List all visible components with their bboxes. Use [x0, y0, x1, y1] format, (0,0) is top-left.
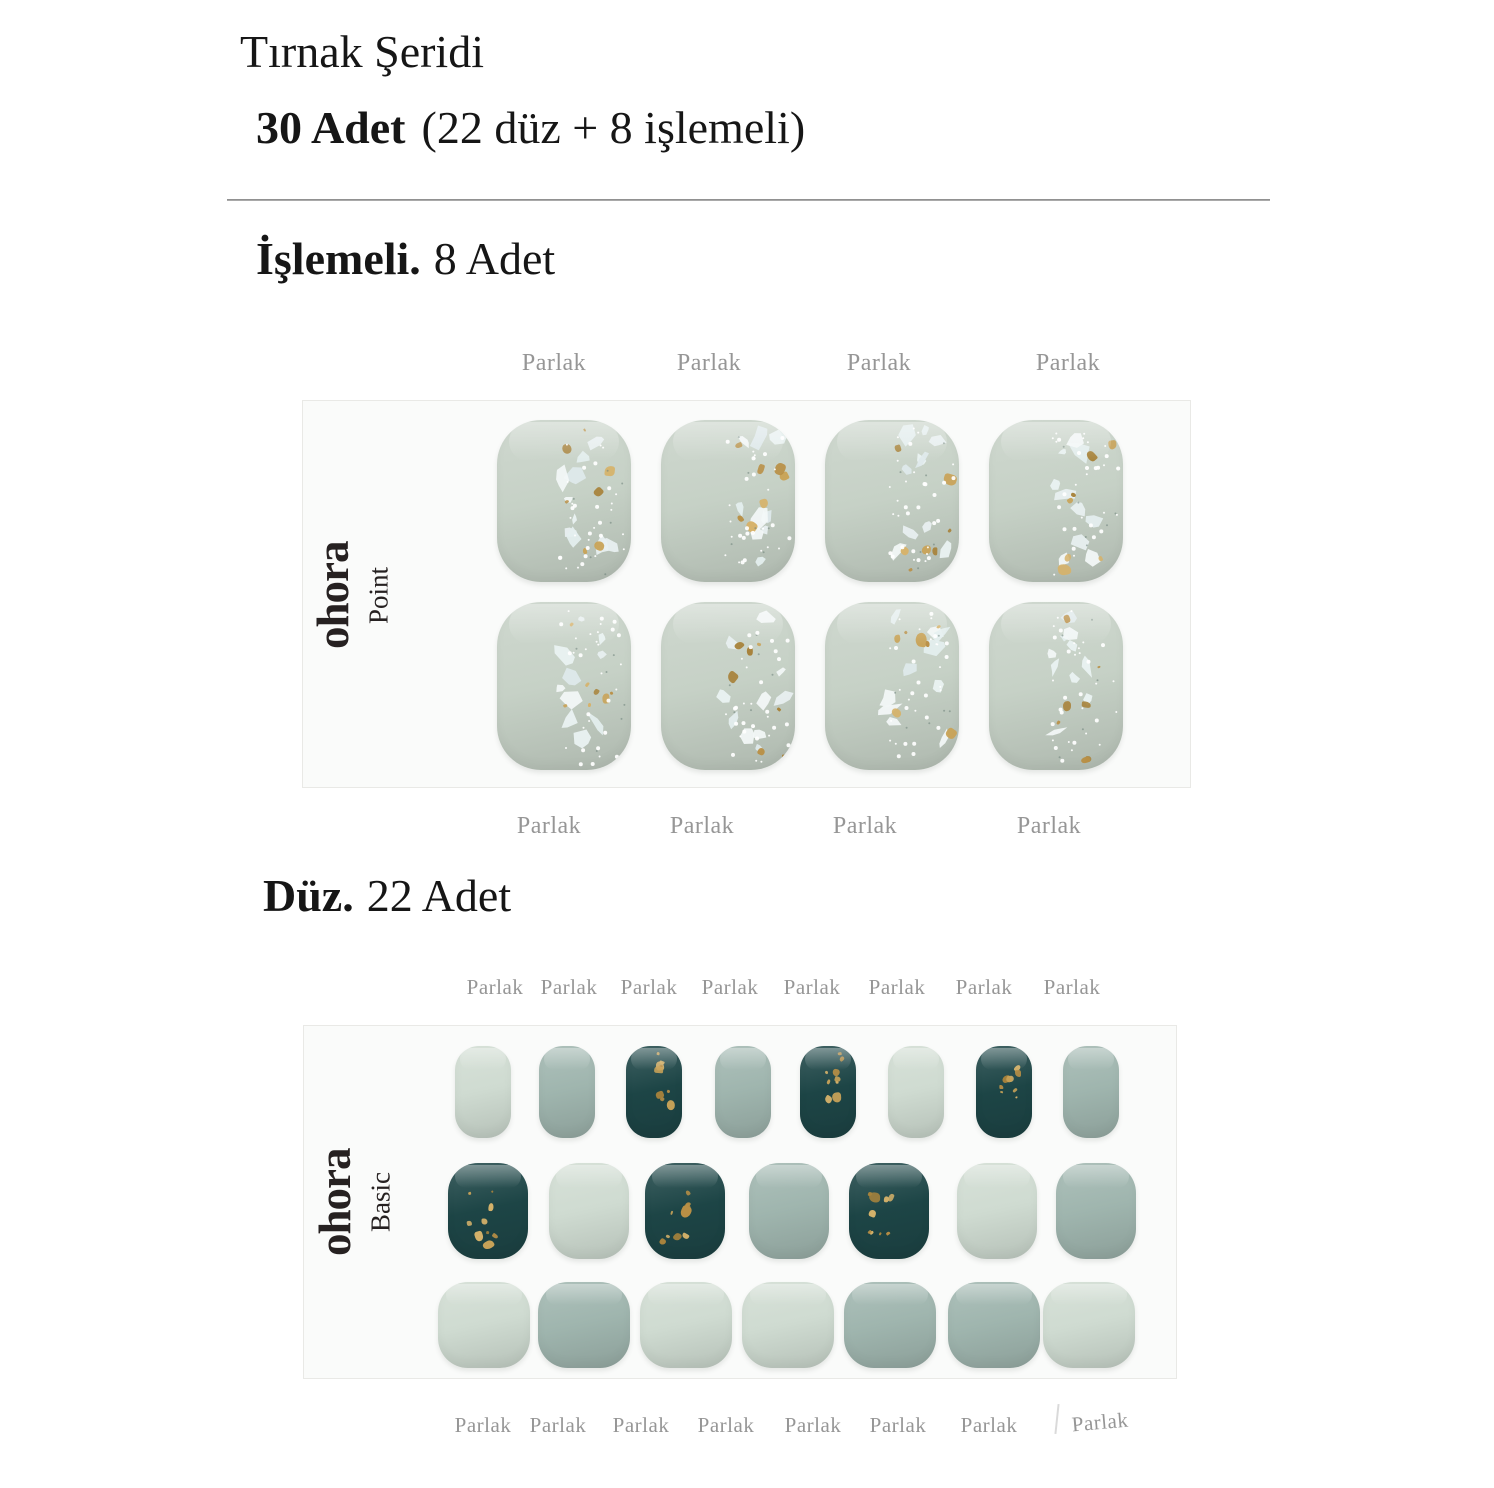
- section-heading-duz: [263, 870, 511, 923]
- finish-label-point-top: Parlak: [521, 350, 587, 376]
- gold-foil-fleck: [747, 646, 753, 656]
- finish-label-basic-bottom: Parlak: [960, 1413, 1018, 1437]
- shell-flake: [1060, 429, 1103, 474]
- brand-sub-point: Point: [363, 566, 394, 624]
- gold-foil-fleck: [832, 1092, 841, 1102]
- basic-nail-light: [640, 1282, 732, 1368]
- brand-point: [309, 529, 401, 661]
- finish-label-basic-top: Parlak: [701, 975, 759, 999]
- point-nail-decorated: [661, 420, 795, 582]
- basic-nail-light: [742, 1282, 834, 1368]
- gold-foil-fleck: [583, 429, 586, 433]
- basic-nail-light: [549, 1163, 629, 1259]
- gold-foil-fleck: [654, 1066, 664, 1074]
- point-nail-decorated: [989, 420, 1123, 582]
- glitter-dots: [825, 602, 827, 604]
- shell-flake: [547, 638, 587, 673]
- gold-foil-fleck: [681, 1232, 689, 1240]
- gold-foil-fleck: [867, 1191, 872, 1196]
- finish-label-basic-top: Parlak: [1043, 975, 1101, 999]
- basic-nail-medium: [538, 1282, 630, 1368]
- gold-foil-fleck: [657, 1052, 660, 1056]
- gold-foil-fleck: [734, 441, 743, 448]
- gold-foil-fleck: [947, 528, 952, 533]
- shell-flake: [593, 626, 610, 647]
- shell-flake: [752, 553, 770, 570]
- gold-foil-fleck: [666, 1100, 674, 1110]
- gold-foil-fleck: [776, 707, 781, 712]
- finish-label-basic-bottom: Parlak: [529, 1413, 587, 1437]
- piece-count-total: 30 Adet: [256, 102, 406, 153]
- shell-flake: [771, 662, 790, 682]
- shell-flake: [551, 685, 588, 716]
- gold-foil-fleck: [1000, 1084, 1004, 1088]
- gold-foil-fleck: [1014, 1070, 1020, 1077]
- finish-label-basic-top: Parlak: [955, 975, 1013, 999]
- gold-foil-fleck: [826, 1079, 831, 1085]
- basic-nail-medium: [844, 1282, 936, 1368]
- glitter-dots: [989, 420, 991, 422]
- basic-nail-medium: [749, 1163, 829, 1259]
- finish-label-point-top: Parlak: [846, 350, 912, 376]
- gold-foil-fleck: [1108, 440, 1117, 450]
- gold-foil-fleck: [601, 694, 609, 704]
- basic-nail-dark-gold: [626, 1046, 682, 1138]
- gold-foil-fleck: [879, 1232, 882, 1235]
- gold-foil-fleck: [491, 1233, 498, 1240]
- gold-foil-fleck: [592, 486, 604, 498]
- finish-label-basic-bottom: Parlak: [454, 1413, 512, 1437]
- brand-logo: ohora: [310, 1148, 360, 1256]
- glitter-dots: [497, 420, 499, 422]
- basic-nail-medium: [1063, 1046, 1119, 1138]
- gold-foil-fleck: [679, 1204, 693, 1219]
- gold-foil-fleck: [1063, 701, 1072, 712]
- shell-flake: [894, 655, 924, 685]
- islemeli-count: 8 Adet: [433, 233, 556, 284]
- finish-label-point-bottom: Parlak: [669, 813, 735, 839]
- shell-flake: [1054, 444, 1071, 461]
- basic-nail-dark-gold: [448, 1163, 528, 1259]
- shell-flake: [1043, 723, 1069, 740]
- basic-nail-medium: [1056, 1163, 1136, 1259]
- glitter-dots: [497, 602, 499, 604]
- shell-flake: [909, 443, 935, 477]
- gold-foil-fleck: [834, 1075, 841, 1082]
- shell-flake: [568, 511, 580, 526]
- point-nail-decorated: [661, 602, 795, 770]
- finish-label-point-bottom: Parlak: [516, 813, 582, 839]
- gold-foil-fleck: [1057, 563, 1072, 576]
- brand-basic: [311, 1135, 401, 1269]
- shell-flake: [929, 674, 949, 699]
- gold-foil-fleck: [894, 444, 902, 453]
- shell-flake: [1043, 644, 1062, 663]
- basic-nail-dark-gold: [800, 1046, 856, 1138]
- basic-nail-sheet: [303, 1025, 1177, 1379]
- gold-foil-fleck: [610, 691, 614, 695]
- basic-nail-light: [1043, 1282, 1135, 1368]
- finish-label-point-bottom: Parlak: [1016, 813, 1082, 839]
- brand-sub-basic: Basic: [365, 1172, 396, 1232]
- gold-foil-fleck: [685, 1190, 691, 1197]
- gold-foil-fleck: [488, 1203, 493, 1211]
- gold-foil-fleck: [585, 682, 591, 688]
- gold-foil-fleck: [1067, 498, 1074, 505]
- gold-foil-fleck: [900, 545, 911, 556]
- piece-count-detail: (22 düz + 8 işlemeli): [421, 102, 806, 153]
- gold-foil-fleck: [485, 1230, 489, 1234]
- divider: [227, 199, 1270, 201]
- gold-foil-fleck: [1000, 1091, 1004, 1094]
- gold-foil-fleck: [1014, 1096, 1017, 1099]
- finish-label-basic-bottom: Parlak: [784, 1413, 842, 1437]
- shell-flake: [594, 648, 609, 663]
- glitter-dots: [661, 420, 663, 422]
- shell-flake: [573, 612, 587, 625]
- gold-foil-fleck: [569, 622, 574, 627]
- islemeli-label: İşlemeli.: [256, 233, 421, 284]
- finish-label-basic-top: Parlak: [620, 975, 678, 999]
- shell-flake: [915, 513, 940, 538]
- basic-nail-medium: [948, 1282, 1040, 1368]
- point-nail-decorated: [825, 420, 959, 582]
- gold-foil-fleck: [908, 568, 913, 573]
- point-nail-decorated: [989, 602, 1123, 770]
- shell-flake: [1066, 666, 1083, 689]
- gold-foil-fleck: [885, 1231, 890, 1236]
- basic-nail-light: [438, 1282, 530, 1368]
- gold-foil-fleck: [583, 548, 588, 555]
- basic-nail-light: [455, 1046, 511, 1138]
- point-nail-sheet: [302, 400, 1191, 788]
- gold-foil-fleck: [1080, 756, 1091, 764]
- point-nail-decorated: [497, 420, 631, 582]
- shell-flake: [1074, 646, 1099, 682]
- finish-label-basic-top: Parlak: [868, 975, 926, 999]
- gold-foil-fleck: [666, 1234, 671, 1238]
- gold-foil-fleck: [468, 1192, 471, 1195]
- piece-count: [256, 102, 805, 155]
- finish-label-basic-top: Parlak: [466, 975, 524, 999]
- gold-foil-fleck: [482, 1238, 495, 1250]
- shell-flake: [752, 685, 778, 712]
- shell-flake: [710, 681, 739, 711]
- basic-nail-dark-gold: [849, 1163, 929, 1259]
- gold-foil-fleck: [588, 703, 592, 708]
- shell-flake: [722, 708, 746, 736]
- duz-label: Düz.: [263, 870, 354, 921]
- gold-foil-fleck: [757, 642, 762, 646]
- gold-foil-fleck: [1056, 720, 1061, 725]
- gold-foil-fleck: [759, 498, 769, 509]
- shell-flake: [883, 602, 908, 630]
- gold-foil-fleck: [838, 1052, 842, 1055]
- page-title: Tırnak Şeridi: [240, 26, 484, 77]
- point-nail-decorated: [497, 602, 631, 770]
- gold-foil-fleck: [1085, 449, 1098, 462]
- gold-foil-fleck: [490, 1191, 492, 1194]
- gold-foil-fleck: [839, 1056, 846, 1063]
- finish-label-point-top: Parlak: [676, 350, 742, 376]
- gold-foil-fleck: [921, 545, 931, 555]
- basic-nail-light: [888, 1046, 944, 1138]
- finish-label-point-top: Parlak: [1035, 350, 1101, 376]
- finish-label-basic-bottom: Parlak: [1070, 1407, 1130, 1437]
- gold-foil-fleck: [894, 635, 901, 644]
- gold-foil-fleck: [868, 1209, 877, 1218]
- glitter-dots: [989, 602, 991, 604]
- gold-foil-fleck: [467, 1220, 472, 1226]
- shell-flake: [748, 602, 782, 634]
- photo-crease: [1054, 1404, 1059, 1434]
- point-nail-decorated: [825, 602, 959, 770]
- gold-foil-fleck: [593, 688, 600, 695]
- finish-label-basic-bottom: Parlak: [869, 1413, 927, 1437]
- glitter-dots: [825, 420, 827, 422]
- gold-foil-fleck: [473, 1230, 484, 1242]
- basic-nail-medium: [715, 1046, 771, 1138]
- gold-foil-fleck: [1082, 701, 1091, 708]
- finish-label-basic-top: Parlak: [783, 975, 841, 999]
- gold-foil-fleck: [659, 1238, 667, 1246]
- gold-foil-fleck: [667, 1090, 671, 1094]
- finish-label-basic-bottom: Parlak: [697, 1413, 755, 1437]
- gold-foil-fleck: [884, 1196, 890, 1203]
- brand-logo: ohora: [308, 541, 358, 649]
- gold-foil-fleck: [725, 670, 740, 685]
- gold-foil-fleck: [825, 1071, 829, 1075]
- gold-foil-fleck: [673, 1232, 684, 1243]
- gold-foil-fleck: [942, 473, 957, 487]
- gold-foil-fleck: [903, 630, 908, 635]
- shell-flake: [936, 536, 956, 563]
- shell-flake: [570, 447, 593, 469]
- shell-flake: [896, 458, 916, 479]
- gold-foil-fleck: [482, 1219, 488, 1225]
- basic-nail-medium: [539, 1046, 595, 1138]
- finish-label-point-bottom: Parlak: [832, 813, 898, 839]
- glitter-dots: [661, 602, 663, 604]
- finish-label-basic-bottom: Parlak: [612, 1413, 670, 1437]
- gold-foil-fleck: [736, 514, 744, 523]
- section-heading-islemeli: [256, 233, 555, 286]
- gold-foil-fleck: [781, 755, 785, 761]
- basic-nail-dark-gold: [645, 1163, 725, 1259]
- gold-foil-fleck: [932, 548, 937, 556]
- gold-foil-fleck: [670, 1211, 673, 1215]
- gold-foil-fleck: [1097, 665, 1101, 668]
- gold-foil-fleck: [604, 465, 615, 476]
- basic-nail-dark-gold: [976, 1046, 1032, 1138]
- gold-foil-fleck: [1012, 1088, 1018, 1094]
- finish-label-basic-top: Parlak: [540, 975, 598, 999]
- basic-nail-light: [957, 1163, 1037, 1259]
- gold-foil-fleck: [561, 442, 574, 455]
- duz-count: 22 Adet: [366, 870, 512, 921]
- gold-foil-fleck: [756, 464, 765, 475]
